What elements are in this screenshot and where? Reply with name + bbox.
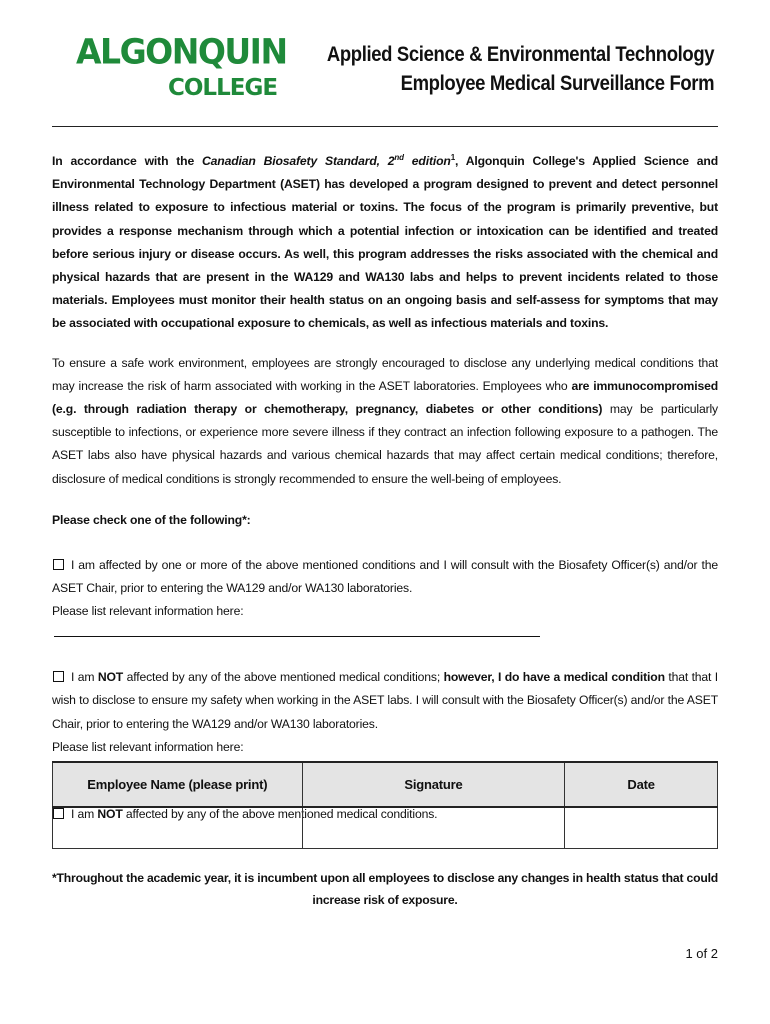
footnote-ref: 1 [450,152,456,162]
form-body [52,150,718,827]
option-not-affected-post: affected by any of the above mentioned medical conditions. [122,806,438,821]
page-number: 1 of 2 [685,946,718,961]
option-affected-label: I am affected by one or more of the above mentioned conditions and I will consult with the Biosafety Officer(s) and/or the ASET Chair, prior to entering the WA129 and/or WA130 laboratories. [52,557,718,596]
option-affected-info-label: Please list relevant information here: [52,604,244,619]
option-not-affected-pre: I am [71,806,98,821]
option-condition-pre: I am [71,670,98,685]
form-title-line2: Employee Medical Surveillance Form [400,72,714,95]
intro-paragraph [52,150,718,336]
option-condition-not: NOT [97,670,124,685]
signature-field[interactable] [302,807,565,849]
option-condition-checkbox[interactable] [53,671,64,682]
option-condition-bold: however, I do have a medical condition [443,670,665,685]
standard-ordinal: nd [394,152,404,162]
option-condition-info-label: Please list relevant information here: [52,739,244,754]
signature-header: Signature [302,762,565,807]
disclosure-paragraph [52,352,718,491]
date-field[interactable] [565,807,718,849]
disclosure-part1: To ensure a safe work environment, employees are strongly encouraged to disclose any underlying medical conditions that may increase the risk of harm associated with working in the ASET laboratories. Employees who [52,355,718,393]
form-title [327,40,714,98]
signature-table-row [53,807,718,849]
option-not-affected-not: NOT [97,806,123,821]
option-affected [52,554,718,644]
signature-table-header [53,762,718,807]
signature-table [52,761,718,849]
disclosure-footnote: *Throughout the academic year, it is incumbent upon all employees to disclose any changes in health status that could increase risk of exposure. [52,871,719,907]
header-divider [52,126,718,127]
algonquin-college-logo [76,31,287,106]
disclosure-conditions: are immunocompromised (e.g. through radiation therapy or chemotherapy, pregnancy, diabetes or other conditions) [52,378,719,417]
form-title-line1: Applied Science & Environmental Technology [326,43,714,66]
standard-suffix: edition [403,154,451,168]
option-affected-checkbox[interactable] [53,559,64,570]
standard-name: Canadian Biosafety Standard, 2 [202,154,395,168]
logo-wordmark-algonquin: ALGONQUIN [76,31,287,72]
check-heading: Please check one of the following*: [52,512,251,527]
intro-body: , Algonquin College's Applied Science and Environmental Technology Department (ASET) has developed a program designed to prevent and detect personnel illness related to exposure to infectious material or toxins. The focus of the program is primarily preventive, but provides a response mechanism through which a potential infection or intoxication can be identified and treated before serious injury or disease occurs. As well, this program addresses the risks associated with the chemical and physical hazards that are present in the WA129 and WA130 labs and helps to prevent incidents related to those materials. Employees must monitor their health status on an ongoing basis and self-assess for symptoms that may be associated with occupational exposure to chemicals, as well as infectious materials and toxins. [52,154,718,331]
option-affected-info-row [52,600,718,644]
logo-wordmark-college: COLLEGE [168,75,278,101]
employee-name-field[interactable] [53,807,303,849]
option-affected-info-field[interactable] [54,626,540,637]
option-condition-post: that that I wish to disclose to ensure my safety when working in the ASET labs. I will consult with the Biosafety Officer(s) and/or the ASET Chair, prior to entering the WA129 and/or WA130 laboratories. [52,670,719,731]
disclosure-part2: may be particularly susceptible to infections, or experience more severe illness if they contract an infection following exposure to a pathogen. The ASET labs also have physical hazards and various chemical hazards that may affect certain medical conditions; therefore, disclosure of medical conditions is strongly recommended to ensure the well-being of employees. [52,402,718,486]
intro-lead: In accordance with the [52,154,203,168]
employee-name-header: Employee Name (please print) [53,762,303,807]
date-header: Date [565,762,718,807]
option-condition-mid: affected by any of the above mentioned medical conditions; [123,670,444,685]
